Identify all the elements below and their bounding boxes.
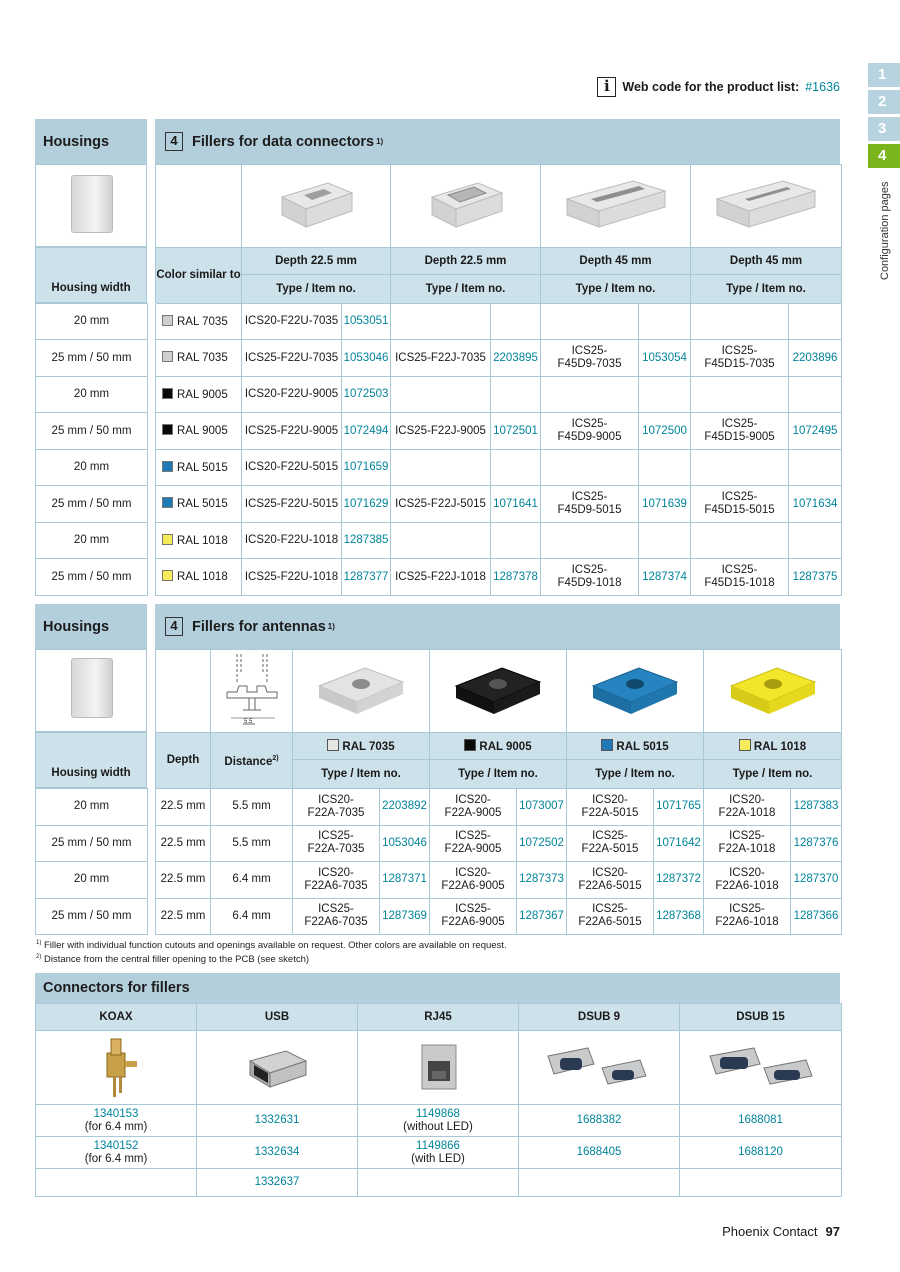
gap-cell xyxy=(148,413,156,450)
connectors-header: Connectors for fillers xyxy=(35,973,840,1003)
distance-header: Distance$^{2)}$ xyxy=(211,733,293,789)
color-swatch xyxy=(162,534,173,545)
item-number[interactable]: 1287374 xyxy=(639,559,691,596)
type-item-header: Type / Item no. xyxy=(242,275,391,304)
page-footer: Phoenix Contact 97 xyxy=(722,1224,840,1239)
connector-item-number[interactable] xyxy=(680,1169,842,1197)
table-row xyxy=(36,377,842,413)
table-row xyxy=(36,559,842,596)
gap-cell xyxy=(148,825,156,862)
connector-item-number[interactable]: 1332631 xyxy=(197,1105,358,1137)
item-number[interactable] xyxy=(639,304,691,340)
type-cell xyxy=(691,523,789,559)
color-swatch xyxy=(162,388,173,399)
type-cell: ICS25- F45D9-9005 xyxy=(541,413,639,450)
type-cell xyxy=(541,304,639,340)
distance-cell: 5.5 mm xyxy=(211,825,293,862)
gap-cell xyxy=(148,304,156,340)
connector-item-number[interactable]: 1332634 xyxy=(197,1137,358,1169)
type-cell: ICS20- F22A-1018 xyxy=(704,789,791,826)
color-swatch xyxy=(162,351,173,362)
col-dsub9: DSUB 9 xyxy=(519,1004,680,1031)
type-cell: ICS20- F22A6-5015 xyxy=(567,862,654,899)
table-row xyxy=(36,523,842,559)
item-number[interactable] xyxy=(639,377,691,413)
type-cell xyxy=(541,377,639,413)
type-item-header: Type / Item no. xyxy=(704,760,842,789)
item-number[interactable]: 1287377 xyxy=(342,559,391,596)
type-cell: ICS20-F22U-7035 xyxy=(242,304,342,340)
color-header: Color similar to xyxy=(156,248,242,304)
color-name: RAL 1018 xyxy=(177,571,228,583)
type-cell: ICS25-F22U-7035 xyxy=(242,340,342,377)
table-row xyxy=(36,1169,842,1197)
depth-cell: 22.5 mm xyxy=(156,825,211,862)
depth-header-2: Depth 22.5 mm xyxy=(391,248,541,275)
filler-image-3 xyxy=(541,165,691,248)
item-number[interactable]: 1072500 xyxy=(639,413,691,450)
color-cell xyxy=(156,340,242,377)
gap-cell xyxy=(148,898,156,935)
type-cell: ICS25-F22U-5015 xyxy=(242,486,342,523)
type-cell: ICS20-F22U-5015 xyxy=(242,450,342,486)
type-cell: ICS20-F22U-1018 xyxy=(242,523,342,559)
footnote-2: $^{2)}$ Distance from the central filler opening to the PCB (see sketch) xyxy=(36,954,310,966)
section2-title: Fillers for antennas xyxy=(192,618,326,635)
type-cell xyxy=(541,523,639,559)
housing-image xyxy=(71,658,113,718)
housing-image-cell xyxy=(35,164,147,247)
gap-cell xyxy=(148,450,156,486)
housing-image-cell-2 xyxy=(35,649,147,732)
col-dsub15: DSUB 15 xyxy=(680,1004,842,1031)
type-cell: ICS25- F22A6-7035 xyxy=(293,898,380,935)
color-cell xyxy=(156,486,242,523)
depth-cell: 22.5 mm xyxy=(156,789,211,826)
distance-cell: 6.4 mm xyxy=(211,862,293,899)
item-number[interactable] xyxy=(789,304,842,340)
housing-width-header: Housing width xyxy=(35,247,147,303)
item-number[interactable]: 1071629 xyxy=(342,486,391,523)
table-row xyxy=(36,413,842,450)
item-number[interactable]: 1071639 xyxy=(639,486,691,523)
connector-item-number[interactable] xyxy=(358,1169,519,1197)
color-cell xyxy=(156,523,242,559)
item-number[interactable]: 1071642 xyxy=(654,825,704,862)
col-rj45: RJ45 xyxy=(358,1004,519,1031)
color-cell xyxy=(156,450,242,486)
gap-cell xyxy=(148,486,156,523)
section1-title: Fillers for data connectors xyxy=(192,133,375,150)
rj45-image xyxy=(358,1031,519,1105)
color-name: RAL 7035 xyxy=(177,352,228,364)
connector-item-number[interactable]: 1688405 xyxy=(519,1137,680,1169)
item-number[interactable] xyxy=(789,523,842,559)
item-number[interactable]: 1071659 xyxy=(342,450,391,486)
table-row xyxy=(36,898,842,935)
type-cell: ICS20- F22A6-7035 xyxy=(293,862,380,899)
item-number[interactable] xyxy=(789,450,842,486)
connector-item-number[interactable]: 1688120 xyxy=(680,1137,842,1169)
connector-item-number[interactable] xyxy=(36,1169,197,1197)
housings-title-2: Housings xyxy=(35,604,147,649)
item-number[interactable]: 1287376 xyxy=(791,825,842,862)
connector-item-number[interactable]: 1340152 (for 6.4 mm) xyxy=(36,1137,197,1169)
type-item-header: Type / Item no. xyxy=(293,760,430,789)
side-tab-4[interactable]: 4 xyxy=(868,144,900,168)
type-cell xyxy=(691,450,789,486)
item-number[interactable]: 1072503 xyxy=(342,377,391,413)
gap-cell xyxy=(148,377,156,413)
connector-item-number[interactable]: 1149866 (with LED) xyxy=(358,1137,519,1169)
color-swatch xyxy=(162,315,173,326)
depth-header-3: Depth 45 mm xyxy=(541,248,691,275)
table-row xyxy=(36,450,842,486)
type-item-header: Type / Item no. xyxy=(691,275,842,304)
gap-cell xyxy=(148,523,156,559)
item-number[interactable]: 1072501 xyxy=(491,413,541,450)
type-cell xyxy=(691,304,789,340)
color-name: RAL 7035 xyxy=(177,315,228,328)
type-cell xyxy=(391,450,491,486)
type-cell: ICS25- F45D15-9005 xyxy=(691,413,789,450)
item-number[interactable]: 1287370 xyxy=(791,862,842,899)
filler-image-1 xyxy=(242,165,391,248)
dsub15-image xyxy=(680,1031,842,1105)
color-cell xyxy=(156,559,242,596)
table-row xyxy=(36,486,842,523)
housing-image xyxy=(71,175,113,233)
filler-image-2 xyxy=(391,165,541,248)
color-name: RAL 5015 xyxy=(177,498,228,510)
col-koax: KOAX xyxy=(36,1004,197,1031)
housing-width-cell: 25 mm / 50 mm xyxy=(36,825,148,862)
type-item-header: Type / Item no. xyxy=(430,760,567,789)
item-number[interactable]: 2203896 xyxy=(789,340,842,377)
col-usb: USB xyxy=(197,1004,358,1031)
item-number[interactable]: 1071765 xyxy=(654,789,704,826)
type-cell: ICS20- F22A-9005 xyxy=(430,789,517,826)
housings-title: Housings xyxy=(35,119,147,164)
item-number[interactable]: 1073007 xyxy=(517,789,567,826)
connector-item-number[interactable]: 1332637 xyxy=(197,1169,358,1197)
web-code-label: Web code for the product list: xyxy=(622,80,800,94)
type-cell: ICS25- F45D9-1018 xyxy=(541,559,639,596)
item-number[interactable] xyxy=(491,450,541,486)
item-number[interactable]: 1071641 xyxy=(491,486,541,523)
housing-width-cell: 20 mm xyxy=(36,377,148,413)
item-number[interactable]: 1072502 xyxy=(517,825,567,862)
distance-cell: 5.5 mm xyxy=(211,789,293,826)
housing-width-cell: 20 mm xyxy=(36,523,148,559)
item-number[interactable] xyxy=(639,450,691,486)
gap-cell xyxy=(148,559,156,596)
distance-cell: 6.4 mm xyxy=(211,898,293,935)
type-item-header: Type / Item no. xyxy=(541,275,691,304)
type-cell: ICS25- F45D9-7035 xyxy=(541,340,639,377)
footnote-1: $^{1)}$ Filler with individual function cutouts and openings available on request. Other colors are available on request. xyxy=(36,940,507,952)
item-number[interactable] xyxy=(639,523,691,559)
depth-header-1: Depth 22.5 mm xyxy=(242,248,391,275)
housing-width-cell: 25 mm / 50 mm xyxy=(36,340,148,377)
item-number[interactable]: 1287375 xyxy=(789,559,842,596)
type-cell: ICS25-F22J-1018 xyxy=(391,559,491,596)
item-number[interactable] xyxy=(491,523,541,559)
type-cell: ICS25- F22A-7035 xyxy=(293,825,380,862)
housing-width-cell: 25 mm / 50 mm xyxy=(36,559,148,596)
color-header-ral-9005: RAL 9005 xyxy=(430,733,567,760)
type-cell: ICS20- F22A6-1018 xyxy=(704,862,791,899)
connector-item-number[interactable]: 1149868 (without LED) xyxy=(358,1105,519,1137)
item-number[interactable]: 1287378 xyxy=(491,559,541,596)
item-number[interactable] xyxy=(789,377,842,413)
koax-image xyxy=(36,1031,197,1105)
data-connector-fillers-table xyxy=(155,164,842,304)
antenna-filler-image-blue xyxy=(567,650,704,733)
item-number[interactable]: 1071634 xyxy=(789,486,842,523)
antenna-fillers-table xyxy=(155,649,842,789)
type-cell: ICS25- F45D15-1018 xyxy=(691,559,789,596)
item-number[interactable]: 1072494 xyxy=(342,413,391,450)
side-label: Configuration pages xyxy=(879,181,891,280)
connectors-table xyxy=(35,1003,842,1197)
type-cell xyxy=(691,377,789,413)
gap-cell xyxy=(148,862,156,899)
usb-image xyxy=(197,1031,358,1105)
table-row xyxy=(36,862,842,899)
item-number[interactable]: 1287372 xyxy=(654,862,704,899)
web-code xyxy=(597,76,840,98)
antenna-filler-image-yellow xyxy=(704,650,842,733)
type-cell: ICS25-F22J-9005 xyxy=(391,413,491,450)
type-cell xyxy=(391,304,491,340)
section-number: 4 xyxy=(165,617,183,636)
gap-cell xyxy=(148,340,156,377)
item-number[interactable]: 1287366 xyxy=(791,898,842,935)
filler-image-4 xyxy=(691,165,842,248)
web-code-link[interactable]: #1636 xyxy=(805,80,840,94)
side-tab-2[interactable]: 2 xyxy=(868,90,900,114)
item-number[interactable]: 1072495 xyxy=(789,413,842,450)
type-cell xyxy=(541,450,639,486)
type-cell: ICS20- F22A-7035 xyxy=(293,789,380,826)
type-cell: ICS25-F22U-9005 xyxy=(242,413,342,450)
color-swatch xyxy=(162,570,173,581)
color-name: RAL 5015 xyxy=(177,461,228,474)
type-item-header: Type / Item no. xyxy=(391,275,541,304)
section-number: 4 xyxy=(165,132,183,151)
info-icon: i xyxy=(597,77,616,97)
item-number[interactable]: 1053046 xyxy=(380,825,430,862)
svg-text:5.5: 5.5 xyxy=(243,719,252,725)
housing-width-cell: 25 mm / 50 mm xyxy=(36,898,148,935)
type-cell: ICS20-F22U-9005 xyxy=(242,377,342,413)
depth-header-4: Depth 45 mm xyxy=(691,248,842,275)
type-cell: ICS20- F22A6-9005 xyxy=(430,862,517,899)
item-number[interactable]: 1287371 xyxy=(380,862,430,899)
type-cell: ICS25- F22A6-1018 xyxy=(704,898,791,935)
item-number[interactable]: 1287367 xyxy=(517,898,567,935)
item-number[interactable]: 1287385 xyxy=(342,523,391,559)
connector-item-number[interactable]: 1340153 (for 6.4 mm) xyxy=(36,1105,197,1137)
type-cell: ICS25- F22A-9005 xyxy=(430,825,517,862)
type-cell: ICS25- F45D9-5015 xyxy=(541,486,639,523)
antenna-filler-image-black xyxy=(430,650,567,733)
section1-header: 4 Fillers for data connectors 1) xyxy=(155,119,840,164)
distance-sketch xyxy=(211,650,293,733)
type-item-header: Type / Item no. xyxy=(567,760,704,789)
type-cell: ICS25-F22J-7035 xyxy=(391,340,491,377)
type-cell xyxy=(391,523,491,559)
color-swatch xyxy=(162,497,173,508)
housing-width-cell: 25 mm / 50 mm xyxy=(36,413,148,450)
table-row xyxy=(36,1105,842,1137)
gap-cell xyxy=(148,789,156,826)
item-number[interactable]: 1287369 xyxy=(380,898,430,935)
side-tab-1[interactable]: 1 xyxy=(868,63,900,87)
item-number[interactable]: 1053054 xyxy=(639,340,691,377)
housing-width-header-2: Housing width xyxy=(35,732,147,788)
item-number[interactable]: 1053046 xyxy=(342,340,391,377)
housing-width-cell: 20 mm xyxy=(36,450,148,486)
side-tab-3[interactable]: 3 xyxy=(868,117,900,141)
housing-width-cell: 25 mm / 50 mm xyxy=(36,486,148,523)
table-row xyxy=(36,1137,842,1169)
housing-width-cell: 20 mm xyxy=(36,789,148,826)
type-cell: ICS25- F45D15-5015 xyxy=(691,486,789,523)
connector-item-number[interactable]: 1688081 xyxy=(680,1105,842,1137)
depth-cell: 22.5 mm xyxy=(156,898,211,935)
type-cell: ICS25- F22A6-5015 xyxy=(567,898,654,935)
item-number[interactable]: 2203895 xyxy=(491,340,541,377)
type-cell: ICS25- F45D15-7035 xyxy=(691,340,789,377)
type-cell: ICS25- F22A6-9005 xyxy=(430,898,517,935)
color-cell xyxy=(156,413,242,450)
color-header-ral-5015: RAL 5015 xyxy=(567,733,704,760)
color-name: RAL 1018 xyxy=(177,534,228,547)
connector-item-number[interactable]: 1688382 xyxy=(519,1105,680,1137)
color-swatch xyxy=(162,424,173,435)
color-swatch xyxy=(162,461,173,472)
item-number[interactable]: 1287383 xyxy=(791,789,842,826)
section2-header: 4 Fillers for antennas 1) xyxy=(155,604,840,649)
color-cell xyxy=(156,304,242,340)
item-number[interactable]: 2203892 xyxy=(380,789,430,826)
item-number[interactable]: 1053051 xyxy=(342,304,391,340)
item-number[interactable]: 1287373 xyxy=(517,862,567,899)
depth-cell: 22.5 mm xyxy=(156,862,211,899)
housing-width-cell: 20 mm xyxy=(36,304,148,340)
item-number[interactable]: 1287368 xyxy=(654,898,704,935)
type-cell: ICS25- F22A-1018 xyxy=(704,825,791,862)
table-row xyxy=(36,825,842,862)
color-header-ral-7035: RAL 7035 xyxy=(293,733,430,760)
color-header-ral-1018: RAL 1018 xyxy=(704,733,842,760)
type-cell: ICS25- F22A-5015 xyxy=(567,825,654,862)
housing-width-cell: 20 mm xyxy=(36,862,148,899)
color-name: RAL 9005 xyxy=(177,388,228,401)
data-connector-rows xyxy=(35,303,842,596)
antenna-rows xyxy=(35,788,842,935)
type-cell xyxy=(391,377,491,413)
item-number[interactable] xyxy=(491,377,541,413)
antenna-filler-image-gray xyxy=(293,650,430,733)
connector-item-number[interactable] xyxy=(519,1169,680,1197)
type-cell: ICS20- F22A-5015 xyxy=(567,789,654,826)
type-cell: ICS25-F22U-1018 xyxy=(242,559,342,596)
table-row xyxy=(36,340,842,377)
dsub9-image xyxy=(519,1031,680,1105)
table-row xyxy=(36,789,842,826)
color-cell xyxy=(156,377,242,413)
item-number[interactable] xyxy=(491,304,541,340)
color-name: RAL 9005 xyxy=(177,425,228,437)
depth-header: Depth xyxy=(156,733,211,789)
table-row xyxy=(36,304,842,340)
type-cell: ICS25-F22J-5015 xyxy=(391,486,491,523)
